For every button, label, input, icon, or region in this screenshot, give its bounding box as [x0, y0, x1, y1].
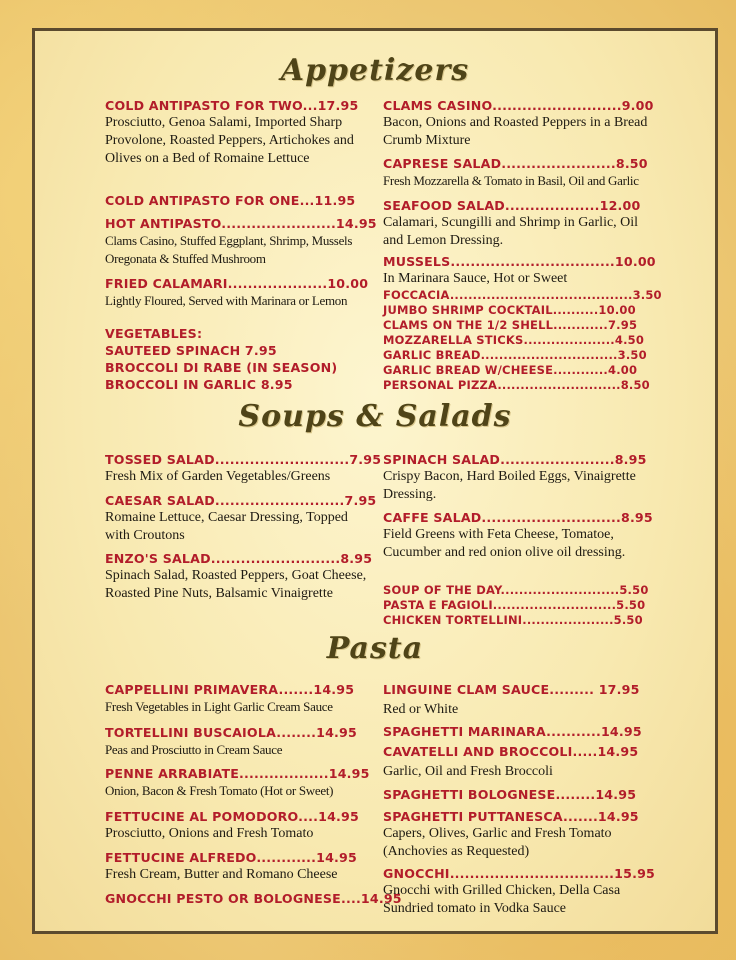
item-name: PENNE ARRABIATE..................14.95 — [105, 766, 370, 781]
item-name: MOZZARELLA STICKS....................4.50 — [383, 333, 645, 347]
item-name: FOCCACIA........................................3.50 — [383, 288, 662, 302]
item-name: CLAMS CASINO..........................9.00 — [383, 98, 654, 113]
item-name: SPAGHETTI BOLOGNESE........14.95 — [383, 787, 637, 802]
menu-item — [105, 97, 375, 168]
menu-item — [383, 786, 653, 803]
menu-item — [105, 765, 375, 800]
item-name: TOSSED SALAD...........................7.95 — [105, 452, 382, 467]
item-name: CAFFE SALAD............................8.95 — [383, 510, 653, 525]
pasta-title: Pasta — [326, 631, 424, 666]
menu-item — [383, 681, 653, 719]
menu-item — [383, 743, 653, 781]
item-description: In Marinara Sauce, Hot or Sweet — [383, 271, 568, 286]
menu-item — [383, 155, 653, 190]
item-name: GARLIC BREAD W/CHEESE............4.00 — [383, 363, 638, 377]
item-name: BROCCOLI IN GARLIC 8.95 — [105, 377, 293, 392]
item-name: FETTUCINE ALFREDO............14.95 — [105, 850, 357, 865]
item-name: LINGUINE CLAM SAUCE......... 17.95 — [383, 682, 640, 697]
item-description: Spinach Salad, Roasted Peppers, Goat Cheese, Roasted Pine Nuts, Balsamic Vinaigrette — [105, 568, 367, 601]
item-name: HOT ANTIPASTO.......................14.95 — [105, 216, 377, 231]
item-name: FRIED CALAMARI....................10.00 — [105, 276, 369, 291]
menu-item — [105, 890, 402, 907]
item-name: SPAGHETTI MARINARA...........14.95 — [383, 724, 642, 739]
item-name: PERSONAL PIZZA...........................8.50 — [383, 378, 650, 392]
item-name: FETTUCINE AL POMODORO....14.95 — [105, 809, 359, 824]
menu-item — [105, 492, 375, 545]
item-description: Fresh Cream, Butter and Romano Cheese — [105, 867, 338, 882]
menu-item — [383, 723, 653, 740]
item-description: Crispy Bacon, Hard Boiled Eggs, Vinaigrette Dressing. — [383, 469, 636, 502]
item-name: MUSSELS.................................10.00 — [383, 254, 656, 269]
item-name: BROCCOLI DI RABE (IN SEASON) — [105, 360, 338, 375]
item-description: Field Greens with Feta Cheese, Tomatoe, Cucumber and red onion olive oil dressing. — [383, 527, 626, 560]
item-name: SAUTEED SPINACH 7.95 — [105, 343, 277, 358]
menu-item — [383, 253, 662, 393]
menu-item — [105, 550, 375, 603]
item-name: GNOCCHI PESTO OR BOLOGNESE....14.95 — [105, 891, 402, 906]
menu-item — [105, 192, 375, 209]
item-name: COLD ANTIPASTO FOR ONE...11.95 — [105, 193, 356, 208]
menu-item — [383, 451, 653, 504]
menu-item — [105, 215, 375, 268]
item-description: Peas and Prosciutto in Cream Sauce — [105, 742, 283, 757]
appetizers-title: Appetizers — [280, 53, 470, 88]
item-description: Fresh Mix of Garden Vegetables/Greens — [105, 469, 331, 484]
item-description: Red or White — [383, 702, 459, 717]
item-name: GARLIC BREAD..............................3.50 — [383, 348, 647, 362]
item-name: CAVATELLI AND BROCCOLI.....14.95 — [383, 744, 639, 759]
menu-item — [383, 97, 653, 150]
item-name: CAESAR SALAD..........................7.95 — [105, 493, 377, 508]
item-description: Prosciutto, Genoa Salami, Imported Sharp Provolone, Roasted Peppers, Artichokes and Olives on a Bed of Romaine Lettuce — [105, 115, 354, 166]
menu-item — [105, 681, 375, 716]
item-name: JUMBO SHRIMP COCKTAIL..........10.00 — [383, 303, 636, 317]
menu-item — [105, 724, 375, 759]
item-description: Fresh Vegetables in Light Garlic Cream Sauce — [105, 699, 333, 714]
item-name: SPAGHETTI PUTTANESCA.......14.95 — [383, 809, 639, 824]
item-description: Onion, Bacon & Fresh Tomato (Hot or Sweet) — [105, 783, 334, 798]
menu-item — [383, 865, 656, 918]
menu-item — [105, 849, 375, 884]
menu-item — [383, 509, 653, 562]
item-description: Bacon, Onions and Roasted Peppers in a Bread Crumb Mixture — [383, 115, 648, 148]
menu-item — [105, 325, 375, 393]
item-name: COLD ANTIPASTO FOR TWO...17.95 — [105, 98, 359, 113]
item-name: TORTELLINI BUSCAIOLA........14.95 — [105, 725, 357, 740]
item-description: Calamari, Scungilli and Shrimp in Garlic, Oil and Lemon Dressing. — [383, 215, 639, 248]
item-name: SEAFOOD SALAD...................12.00 — [383, 198, 641, 213]
item-name: SPINACH SALAD.......................8.95 — [383, 452, 647, 467]
item-description: Gnocchi with Grilled Chicken, Della Casa Sundried tomato in Vodka Sauce — [383, 883, 621, 916]
item-name: GNOCCHI.................................15.95 — [383, 866, 656, 881]
menu-item — [105, 275, 375, 310]
menu-item — [383, 583, 653, 628]
item-name: CLAMS ON THE 1/2 SHELL............7.95 — [383, 318, 638, 332]
menu-panel — [32, 28, 718, 934]
item-description: Romaine Lettuce, Caesar Dressing, Topped with Croutons — [105, 510, 348, 543]
item-name: SOUP OF THE DAY..........................5.50 — [383, 583, 649, 597]
item-name: CAPPELLINI PRIMAVERA.......14.95 — [105, 682, 355, 697]
item-name: CHICKEN TORTELLINI....................5.50 — [383, 613, 643, 627]
item-description: Garlic, Oil and Fresh Broccoli — [383, 764, 553, 779]
menu-item — [383, 197, 653, 250]
item-description: Lightly Floured, Served with Marinara or Lemon — [105, 293, 348, 308]
item-description: Prosciutto, Onions and Fresh Tomato — [105, 826, 314, 841]
item-name: ENZO'S SALAD..........................8.95 — [105, 551, 373, 566]
item-name: PASTA E FAGIOLI...........................5.50 — [383, 598, 646, 612]
menu-item — [105, 451, 382, 486]
item-name: CAPRESE SALAD.......................8.50 — [383, 156, 648, 171]
item-description: Capers, Olives, Garlic and Fresh Tomato (Anchovies as Requested) — [383, 826, 612, 859]
menu-item — [383, 808, 653, 861]
item-name: VEGETABLES: — [105, 326, 203, 341]
menu-item — [105, 808, 375, 843]
soups-salads-title: Soups & Salads — [238, 399, 512, 434]
item-description: Fresh Mozzarella & Tomato in Basil, Oil and Garlic — [383, 173, 639, 188]
item-description: Clams Casino, Stuffed Eggplant, Shrimp, Mussels Oregonata & Stuffed Mushroom — [105, 233, 353, 266]
